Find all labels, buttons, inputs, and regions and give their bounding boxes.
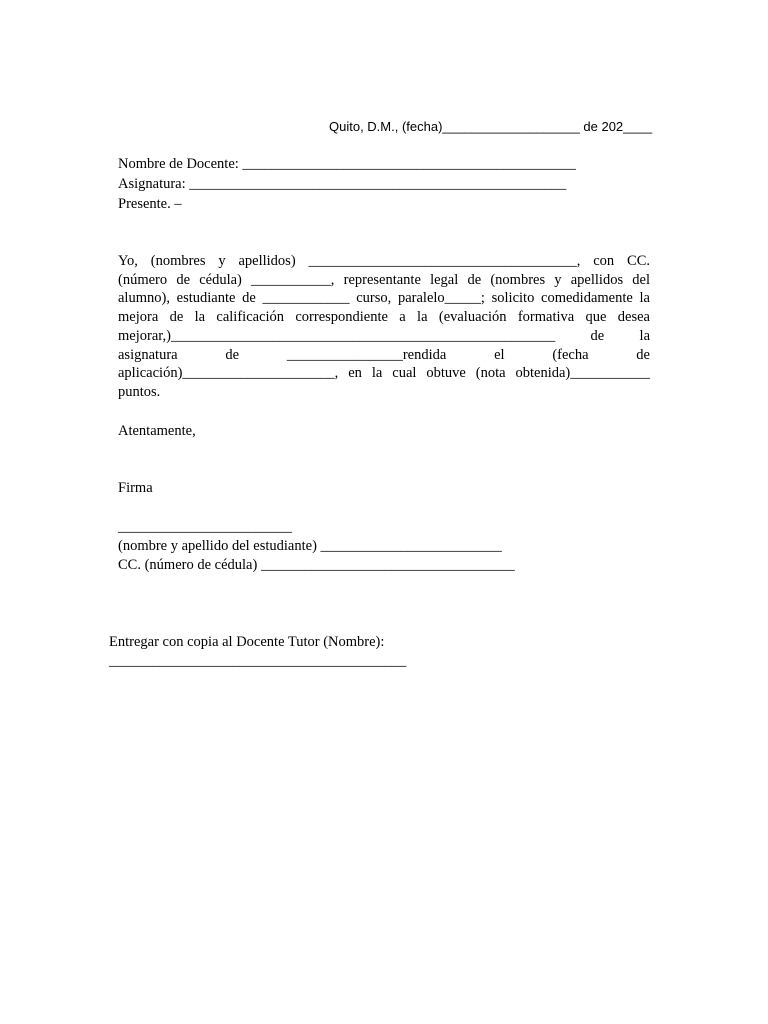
delivery-note: Entregar con copia al Docente Tutor (Nombre): bbox=[109, 634, 385, 650]
date-line: Quito, D.M., (fecha)___________________ de 202____ bbox=[329, 119, 653, 134]
student-name-line: (nombre y apellido del estudiante) _________________________ bbox=[118, 538, 502, 554]
teacher-name-line: Nombre de Docente: ______________________________________________ bbox=[118, 156, 576, 172]
signature-label: Firma bbox=[118, 480, 153, 496]
delivery-line: _________________________________________ bbox=[109, 653, 407, 669]
regards-text: Atentamente, bbox=[118, 423, 196, 439]
signature-line: ________________________ bbox=[118, 519, 292, 535]
present-line: Presente. – bbox=[118, 196, 182, 212]
student-id-line: CC. (número de cédula) ___________________________________ bbox=[118, 557, 515, 573]
request-paragraph: Yo, (nombres y apellidos) _____________________________________, con CC. (número de cédula) ___________, representante legal de (nombres y apellidos del alumno), estudiante de ____________ curso, paralelo_____; solicito comedidamente la mejora de la calificación correspondiente a la (evaluación formativa que desea mejorar,)_____________________________________________________ de la asignatura de ________________rendida el (fecha de aplicación)_____________________, en la cual obtuve (nota obtenida)___________ puntos. bbox=[118, 253, 650, 400]
subject-line: Asignatura: ____________________________________________________ bbox=[118, 176, 567, 192]
